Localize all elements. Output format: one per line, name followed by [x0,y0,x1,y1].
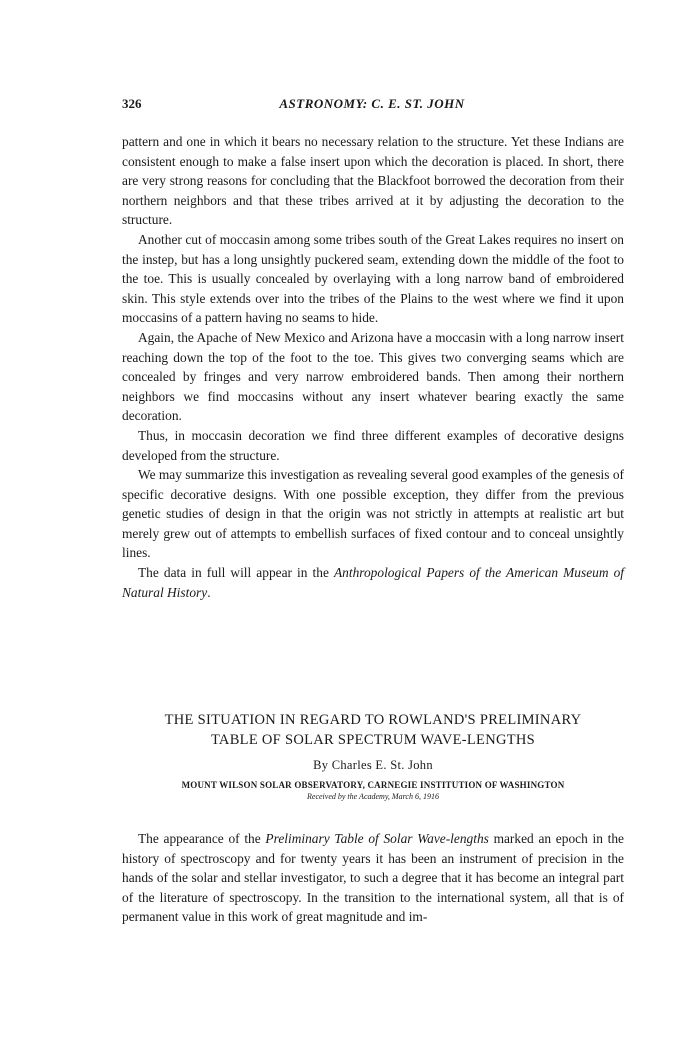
page-number: 326 [122,96,142,111]
paragraph: We may summarize this investigation as revealing several good examples of the genesis of specific decorative designs. With one possible exception, they differ from the previous genetic studies of design in that the origin was not strictly in attempts at realistic art but merely grew out of attempts to embellish surfaces of fixed contour and to conceal unsightly lines. [122,467,624,561]
paragraph [122,829,624,927]
article-title-line-1: THE SITUATION IN REGARD TO ROWLAND'S PRELIMINARY [164,712,582,728]
paragraph: Again, the Apache of New Mexico and Arizona have a moccasin with a long narrow insert reaching down the top of the foot to the toe. This gives two converging seams which are concealed by fringes and very narrow embroidered bands. Then among their northern neighbors we find moccasins without any insert whatever bearing exactly the same decoration. [122,329,624,424]
article-received-date: Received by the Academy, March 6, 1916 [307,792,439,801]
opening-title-reference: Preliminary Table of Solar Wave-lengths [265,831,489,846]
publication-note-source: Anthropological Papers of the American Museum of Natural History [122,565,624,600]
article-byline: By Charles E. St. John [313,758,433,772]
publication-note-prefix: The data in full will appear in the [138,565,334,581]
running-head-title: ASTRONOMY: C. E. ST. JOHN [279,96,465,111]
new-article [122,710,624,927]
publication-note-suffix: . [207,584,211,600]
article-title-line-2: TABLE OF SOLAR SPECTRUM WAVE-LENGTHS [210,732,536,748]
paragraph: Another cut of moccasin among some tribes south of the Great Lakes requires no insert on the instep, but has a long unsightly puckered seam, extending down the middle of the foot to the toe. This is usually concealed by overlaying with a long narrow band of embroidered skin. This style extends over into the tribes of the Plains to the west where we find it upon moccasins of a pattern having no seams to hide. [122,231,624,326]
paragraph: Thus, in moccasin decoration we find three different examples of decorative designs developed from the structure. [122,427,624,463]
article-affiliation: MOUNT WILSON SOLAR OBSERVATORY, CARNEGIE INSTITUTION OF WASHINGTON [181,780,565,790]
opening-text: marked an epoch in the history of spectroscopy and for twenty years it has been an instrument of precision in the hands of the solar and stellar investigator, to such a degree that it has become an integral part of the literature of spectroscopy. In the transition to the international system, all that is of permanent value in this work of great magnitude and im- [122,831,624,925]
paragraph: pattern and one in which it bears no necessary relation to the structure. Yet these Indians are consistent enough to make a false insert upon which the decoration is placed. In short, there are very strong reasons for concluding that the Blackfoot borrowed the decoration from their northern neighbors and that these tribes arrived at it by adjusting the decoration to the structure. [122,134,624,228]
article-title [122,710,624,750]
previous-article-body [122,132,624,602]
running-head [122,96,622,116]
article-body [122,829,624,927]
opening-prefix: The appearance of the [138,831,266,846]
publication-note [122,563,624,602]
